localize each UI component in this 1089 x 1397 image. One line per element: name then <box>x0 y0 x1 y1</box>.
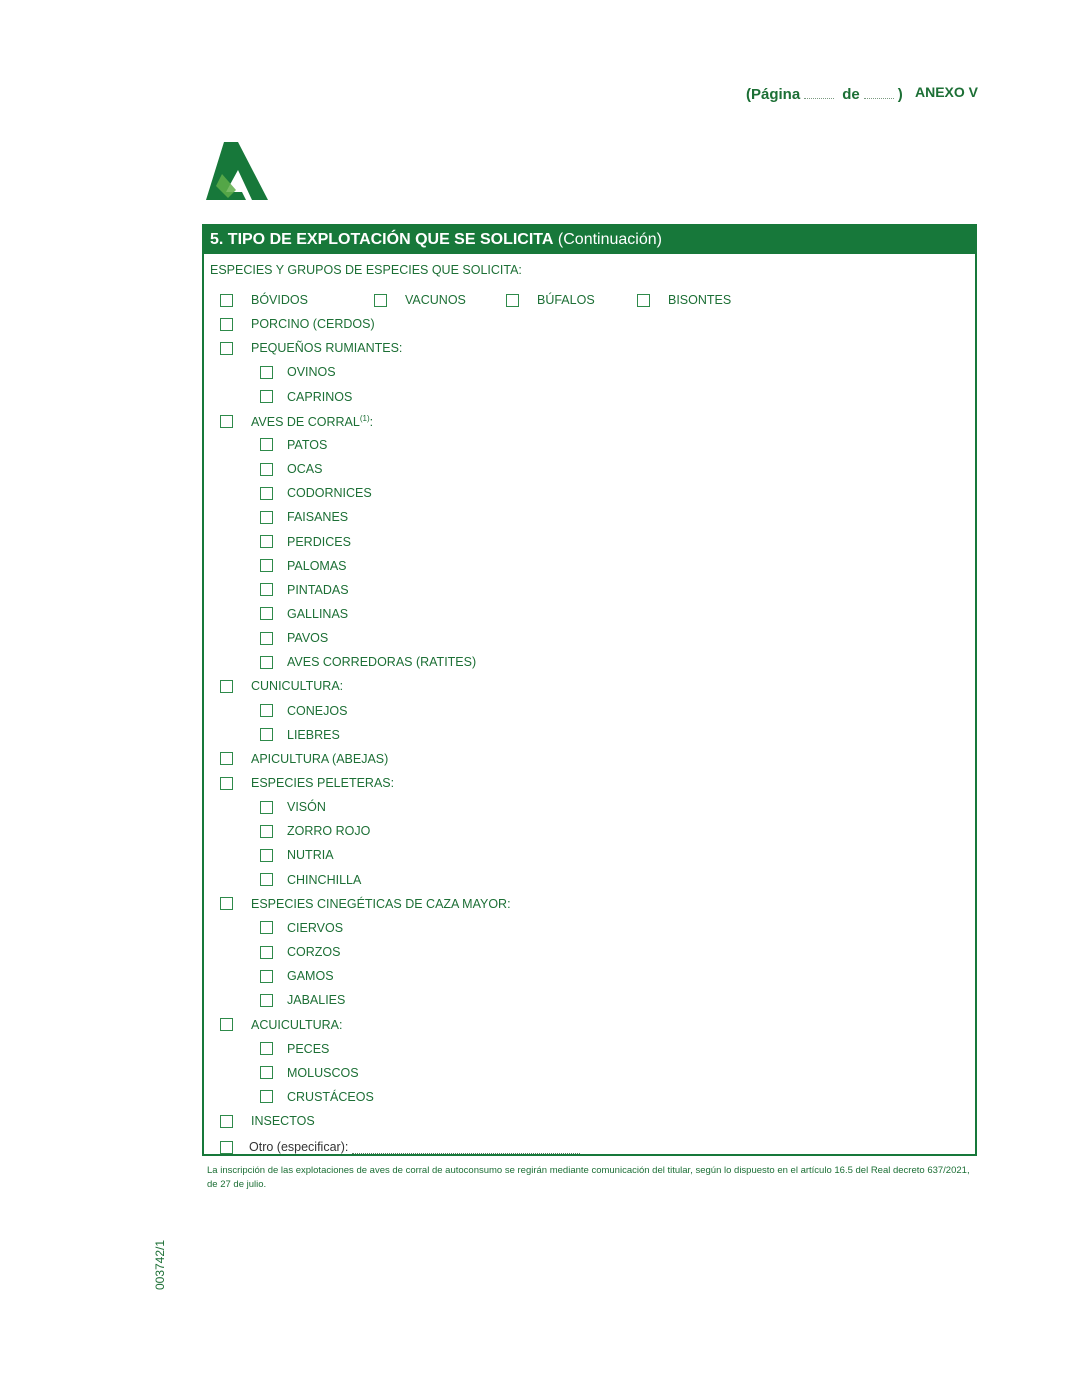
checkbox[interactable] <box>260 921 273 934</box>
checkbox[interactable] <box>220 1018 233 1031</box>
section-header <box>204 226 975 254</box>
species-group-option[interactable] <box>220 897 511 911</box>
checkbox[interactable] <box>220 342 233 355</box>
species-label: MOLUSCOS <box>287 1065 359 1080</box>
species-label: BÚFALOS <box>537 293 595 307</box>
subspecies-option[interactable] <box>260 728 340 742</box>
page-reference <box>746 84 903 103</box>
species-label: ESPECIES PELETERAS: <box>251 776 395 790</box>
species-group-option[interactable] <box>220 752 388 766</box>
checkbox[interactable] <box>260 970 273 983</box>
page-total-field[interactable] <box>864 84 894 99</box>
checkbox[interactable] <box>220 318 233 331</box>
other-option[interactable] <box>220 1140 580 1154</box>
subspecies-option[interactable] <box>260 993 345 1007</box>
subspecies-option[interactable] <box>260 365 336 379</box>
checkbox[interactable] <box>260 801 273 814</box>
checkbox[interactable] <box>220 897 233 910</box>
footnote: La inscripción de las explotaciones de aves de corral de autoconsumo se regirán mediante comunicación del titular, según lo dispuesto en el artículo 16.5 del Real decreto 637/2021, de 27 de julio. <box>207 1165 970 1190</box>
subspecies-option[interactable] <box>260 631 328 645</box>
species-label: ZORRO ROJO <box>287 824 371 839</box>
checkbox[interactable] <box>260 1042 273 1055</box>
species-option[interactable] <box>637 293 731 307</box>
checkbox[interactable] <box>260 366 273 379</box>
subspecies-option[interactable] <box>260 921 343 935</box>
checkbox[interactable] <box>220 1115 233 1128</box>
species-label: GAMOS <box>287 969 334 984</box>
species-option[interactable] <box>220 293 308 307</box>
species-label: JABALIES <box>287 993 346 1008</box>
species-subtitle: ESPECIES Y GRUPOS DE ESPECIES QUE SOLICITA: <box>210 263 522 277</box>
species-label: VISÓN <box>287 800 326 815</box>
footnote-ref: (1) <box>359 413 370 423</box>
checkbox[interactable] <box>260 487 273 500</box>
subspecies-option[interactable] <box>260 559 347 573</box>
checkbox[interactable] <box>506 294 519 307</box>
page-label: (Página <box>746 86 801 103</box>
species-label: NUTRIA <box>287 848 334 863</box>
subspecies-option[interactable] <box>260 704 347 718</box>
subspecies-option[interactable] <box>260 607 348 621</box>
species-label: BÓVIDOS <box>251 293 308 307</box>
species-group-option[interactable] <box>220 679 343 693</box>
section-title: 5. TIPO DE EXPLOTACIÓN QUE SE SOLICITA <box>210 231 554 248</box>
species-label: CONEJOS <box>287 703 348 718</box>
species-label: CRUSTÁCEOS <box>287 1089 374 1104</box>
checkbox[interactable] <box>260 559 273 572</box>
species-label: AVES DE CORRAL$^{(1)}$: <box>251 413 374 429</box>
checkbox[interactable] <box>220 680 233 693</box>
checkbox[interactable] <box>220 1141 233 1154</box>
subspecies-option[interactable] <box>260 438 327 452</box>
section-title-continuation: (Continuación) <box>557 231 662 248</box>
species-label: PAVOS <box>287 631 329 646</box>
subspecies-option[interactable] <box>260 510 348 524</box>
checkbox[interactable] <box>260 825 273 838</box>
species-label: PORCINO (CERDOS) <box>251 317 375 332</box>
species-label: INSECTOS <box>251 1114 315 1129</box>
species-label: ESPECIES CINEGÉTICAS DE CAZA MAYOR: <box>251 896 511 911</box>
species-group-option[interactable] <box>220 414 373 429</box>
other-label: Otro (especificar): <box>249 1140 349 1155</box>
junta-andalucia-logo-icon <box>202 140 270 204</box>
species-label: PATOS <box>287 437 328 452</box>
subspecies-option[interactable] <box>260 873 361 887</box>
checkbox[interactable] <box>260 994 273 1007</box>
checkbox[interactable] <box>260 438 273 451</box>
checkbox[interactable] <box>260 1066 273 1079</box>
checkbox[interactable] <box>220 415 233 428</box>
page-number-field[interactable] <box>804 84 834 99</box>
checkbox[interactable] <box>260 849 273 862</box>
species-label: ACUICULTURA: <box>251 1017 343 1032</box>
species-label: LIEBRES <box>287 727 340 742</box>
page-close-label: ) <box>897 86 903 103</box>
checkbox[interactable] <box>220 752 233 765</box>
species-option[interactable] <box>506 293 595 307</box>
checkbox[interactable] <box>260 1090 273 1103</box>
species-label: AVES CORREDORAS (RATITES) <box>287 655 477 670</box>
species-option[interactable] <box>374 293 466 307</box>
subspecies-option[interactable] <box>260 824 370 838</box>
subspecies-option[interactable] <box>260 535 351 549</box>
subspecies-option[interactable] <box>260 583 349 597</box>
checkbox[interactable] <box>260 583 273 596</box>
subspecies-option[interactable] <box>260 969 334 983</box>
species-group-option[interactable] <box>220 317 375 331</box>
other-specify-field[interactable] <box>352 1141 580 1154</box>
subspecies-option[interactable] <box>260 1090 374 1104</box>
checkbox[interactable] <box>260 946 273 959</box>
checkbox[interactable] <box>260 656 273 669</box>
species-label: APICULTURA (ABEJAS) <box>251 751 389 766</box>
species-label: CHINCHILLA <box>287 872 362 887</box>
checkbox[interactable] <box>260 607 273 620</box>
subspecies-option[interactable] <box>260 1042 329 1056</box>
subspecies-option[interactable] <box>260 848 334 862</box>
page-of-label: de <box>842 86 860 103</box>
species-label: CIERVOS <box>287 920 344 935</box>
species-group-option[interactable] <box>220 341 402 355</box>
species-label: GALLINAS <box>287 606 349 621</box>
subspecies-option[interactable] <box>260 655 476 669</box>
species-label: CORZOS <box>287 945 341 960</box>
species-label: CODORNICES <box>287 486 372 501</box>
species-label: PERDICES <box>287 534 351 549</box>
species-label: OVINOS <box>287 365 336 380</box>
annex-label: ANEXO V <box>915 84 979 100</box>
checkbox[interactable] <box>260 728 273 741</box>
checkbox[interactable] <box>220 294 233 307</box>
checkbox[interactable] <box>374 294 387 307</box>
checkbox[interactable] <box>220 777 233 790</box>
checkbox[interactable] <box>260 535 273 548</box>
species-group-option[interactable] <box>220 776 394 790</box>
subspecies-option[interactable] <box>260 1066 359 1080</box>
checkbox[interactable] <box>260 873 273 886</box>
subspecies-option[interactable] <box>260 390 352 404</box>
species-group-option[interactable] <box>220 1114 315 1128</box>
species-label: BISONTES <box>668 293 732 307</box>
checkbox[interactable] <box>260 704 273 717</box>
species-label: OCAS <box>287 462 323 477</box>
species-label: PALOMAS <box>287 558 347 573</box>
species-label: PEQUEÑOS RUMIANTES: <box>251 341 403 356</box>
species-label: PINTADAS <box>287 582 349 597</box>
checkbox[interactable] <box>637 294 650 307</box>
species-form <box>202 224 977 1156</box>
checkbox[interactable] <box>260 390 273 403</box>
subspecies-option[interactable] <box>260 945 340 959</box>
species-label: PECES <box>287 1041 330 1056</box>
species-label: CUNICULTURA: <box>251 679 344 694</box>
species-label: FAISANES <box>287 510 349 525</box>
checkbox[interactable] <box>260 632 273 645</box>
subspecies-option[interactable] <box>260 800 326 814</box>
species-label: CAPRINOS <box>287 389 353 404</box>
document-code: 003742/1 <box>153 1239 167 1291</box>
species-group-option[interactable] <box>220 1018 342 1032</box>
species-label: VACUNOS <box>405 293 466 307</box>
checkbox[interactable] <box>260 463 273 476</box>
subspecies-option[interactable] <box>260 462 322 476</box>
subspecies-option[interactable] <box>260 486 372 500</box>
checkbox[interactable] <box>260 511 273 524</box>
